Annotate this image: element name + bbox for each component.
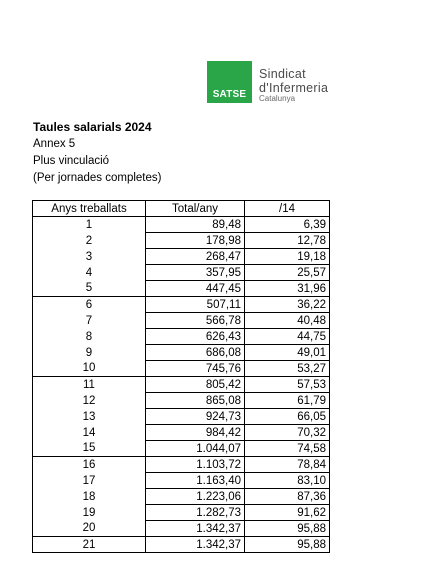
total-cell: 984,42 bbox=[146, 425, 245, 441]
document-subtitle: Plus vinculació bbox=[33, 155, 110, 167]
total-cell: 686,08 bbox=[146, 345, 245, 361]
total-cell: 805,42 bbox=[146, 377, 245, 393]
monthly-cell: 83,10 bbox=[245, 473, 330, 489]
monthly-cell: 87,36 bbox=[245, 489, 330, 505]
total-cell: 268,47 bbox=[146, 249, 245, 265]
logo-line-3: Catalunya bbox=[259, 94, 296, 103]
header-years: Anys treballats bbox=[33, 201, 146, 217]
monthly-cell: 57,53 bbox=[245, 377, 330, 393]
table-row bbox=[33, 377, 330, 393]
monthly-cell: 19,18 bbox=[245, 249, 330, 265]
table-header-row bbox=[33, 201, 330, 217]
years-cell: 4 bbox=[33, 265, 146, 281]
monthly-cell: 12,78 bbox=[245, 233, 330, 249]
annex-label: Annex 5 bbox=[33, 138, 76, 150]
years-cell: 3 bbox=[33, 249, 146, 265]
table-row bbox=[33, 265, 330, 281]
years-cell: 9 bbox=[33, 345, 146, 361]
total-cell: 447,45 bbox=[146, 281, 245, 297]
total-cell: 1.163,40 bbox=[146, 473, 245, 489]
document-title: Taules salarials 2024 bbox=[33, 120, 152, 134]
total-cell: 507,11 bbox=[146, 297, 245, 313]
years-cell: 16 bbox=[33, 457, 146, 473]
monthly-cell: 25,57 bbox=[245, 265, 330, 281]
table-row bbox=[33, 473, 330, 489]
table-row bbox=[33, 345, 330, 361]
years-cell: 5 bbox=[33, 281, 146, 297]
total-cell: 1.282,73 bbox=[146, 505, 245, 521]
total-cell: 1.044,07 bbox=[146, 441, 245, 457]
table-row bbox=[33, 505, 330, 521]
years-cell: 10 bbox=[33, 361, 146, 377]
total-cell: 566,78 bbox=[146, 313, 245, 329]
table-row bbox=[33, 233, 330, 249]
monthly-cell: 53,27 bbox=[245, 361, 330, 377]
table-row bbox=[33, 425, 330, 441]
table-row bbox=[33, 537, 330, 553]
monthly-cell: 36,22 bbox=[245, 297, 330, 313]
monthly-cell: 78,84 bbox=[245, 457, 330, 473]
years-cell: 7 bbox=[33, 313, 146, 329]
monthly-cell: 66,05 bbox=[245, 409, 330, 425]
years-cell: 8 bbox=[33, 329, 146, 345]
total-cell: 1.342,37 bbox=[146, 537, 245, 553]
table-row bbox=[33, 249, 330, 265]
years-cell: 17 bbox=[33, 473, 146, 489]
monthly-cell: 91,62 bbox=[245, 505, 330, 521]
monthly-cell: 74,58 bbox=[245, 441, 330, 457]
table-row bbox=[33, 329, 330, 345]
monthly-cell: 44,75 bbox=[245, 329, 330, 345]
monthly-cell: 70,32 bbox=[245, 425, 330, 441]
total-cell: 1.103,72 bbox=[146, 457, 245, 473]
satse-logo bbox=[207, 61, 347, 103]
table-row bbox=[33, 297, 330, 313]
monthly-cell: 31,96 bbox=[245, 281, 330, 297]
logo-box bbox=[207, 61, 252, 103]
monthly-cell: 6,39 bbox=[245, 217, 330, 233]
monthly-cell: 61,79 bbox=[245, 393, 330, 409]
table-row bbox=[33, 361, 330, 377]
table-row bbox=[33, 521, 330, 537]
logo-line-2: d'Infermeria bbox=[259, 81, 329, 95]
years-cell: 21 bbox=[33, 537, 146, 553]
monthly-cell: 49,01 bbox=[245, 345, 330, 361]
total-cell: 357,95 bbox=[146, 265, 245, 281]
years-cell: 18 bbox=[33, 489, 146, 505]
total-cell: 178,98 bbox=[146, 233, 245, 249]
logo-box-text: SATSE bbox=[212, 89, 247, 100]
table-row bbox=[33, 489, 330, 505]
header-total: Total/any bbox=[146, 201, 245, 217]
total-cell: 89,48 bbox=[146, 217, 245, 233]
years-cell: 6 bbox=[33, 297, 146, 313]
total-cell: 1.223,06 bbox=[146, 489, 245, 505]
years-cell: 15 bbox=[33, 441, 146, 457]
monthly-cell: 95,88 bbox=[245, 537, 330, 553]
years-cell: 14 bbox=[33, 425, 146, 441]
total-cell: 865,08 bbox=[146, 393, 245, 409]
monthly-cell: 40,48 bbox=[245, 313, 330, 329]
header-monthly: /14 bbox=[245, 201, 330, 217]
years-cell: 20 bbox=[33, 521, 146, 537]
total-cell: 745,76 bbox=[146, 361, 245, 377]
table-row bbox=[33, 313, 330, 329]
table-row bbox=[33, 281, 330, 297]
table-row bbox=[33, 393, 330, 409]
logo-line-1: Sindicat bbox=[259, 67, 306, 81]
years-cell: 11 bbox=[33, 377, 146, 393]
years-cell: 19 bbox=[33, 505, 146, 521]
document-note: (Per jornades completes) bbox=[33, 172, 162, 184]
years-cell: 12 bbox=[33, 393, 146, 409]
years-cell: 2 bbox=[33, 233, 146, 249]
monthly-cell: 95,88 bbox=[245, 521, 330, 537]
years-cell: 13 bbox=[33, 409, 146, 425]
years-cell: 1 bbox=[33, 217, 146, 233]
total-cell: 924,73 bbox=[146, 409, 245, 425]
total-cell: 626,43 bbox=[146, 329, 245, 345]
table-row bbox=[33, 457, 330, 473]
total-cell: 1.342,37 bbox=[146, 521, 245, 537]
salary-table bbox=[32, 200, 330, 553]
table-row bbox=[33, 441, 330, 457]
table-row bbox=[33, 409, 330, 425]
table-row bbox=[33, 217, 330, 233]
